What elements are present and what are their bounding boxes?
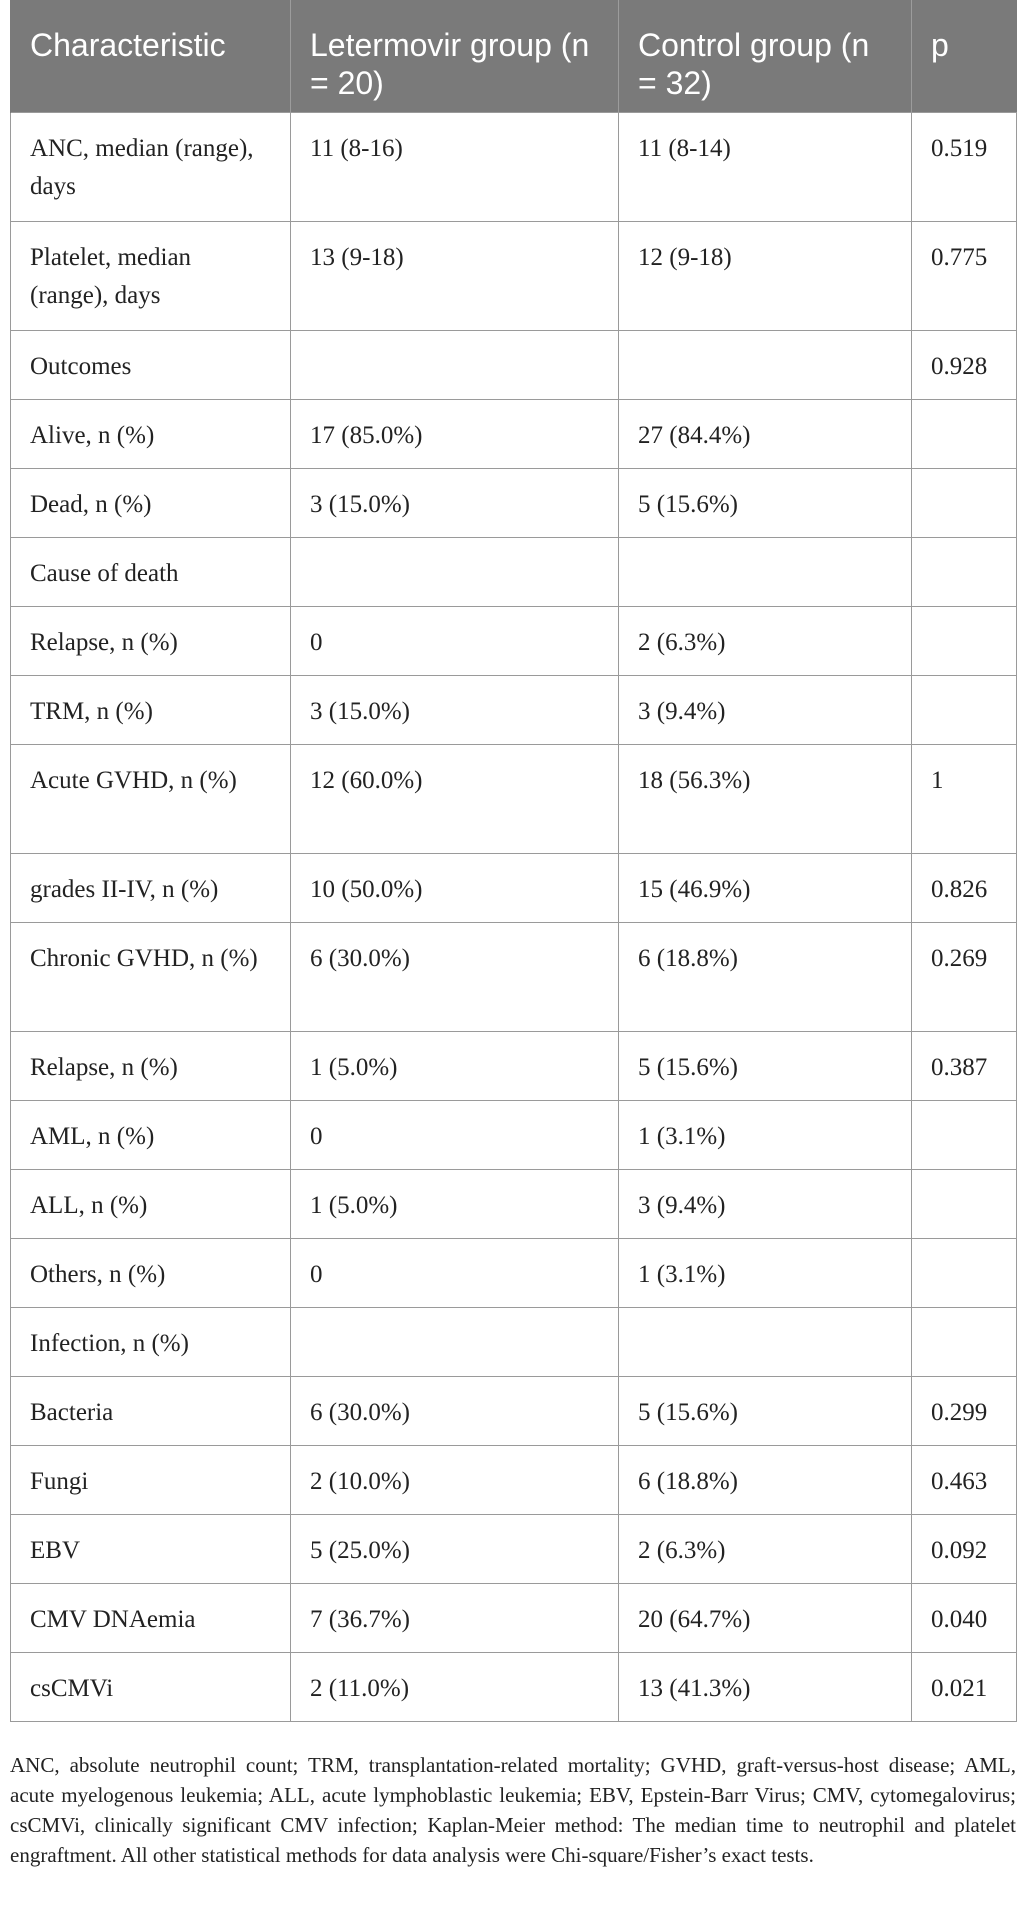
cell-p: 0.387 (912, 1032, 1017, 1101)
cell-control: 5 (15.6%) (619, 1032, 912, 1101)
cell-control: 6 (18.8%) (619, 923, 912, 1032)
table-row (11, 1446, 1017, 1515)
cell-control (619, 331, 912, 400)
cell-characteristic: Cause of death (11, 538, 291, 607)
cell-control: 20 (64.7%) (619, 1584, 912, 1653)
cell-letermovir: 6 (30.0%) (291, 1377, 619, 1446)
cell-p: 0.040 (912, 1584, 1017, 1653)
cell-letermovir: 2 (11.0%) (291, 1653, 619, 1722)
cell-control (619, 1308, 912, 1377)
cell-p: 0.519 (912, 113, 1017, 222)
table-row (11, 676, 1017, 745)
cell-letermovir: 1 (5.0%) (291, 1170, 619, 1239)
cell-p (912, 400, 1017, 469)
cell-characteristic: Others, n (%) (11, 1239, 291, 1308)
cell-letermovir: 17 (85.0%) (291, 400, 619, 469)
table-row (11, 1515, 1017, 1584)
cell-p (912, 469, 1017, 538)
table-row (11, 113, 1017, 222)
cell-letermovir: 0 (291, 1239, 619, 1308)
cell-characteristic: Platelet, median (range), days (11, 222, 291, 331)
cell-letermovir (291, 331, 619, 400)
cell-characteristic: Outcomes (11, 331, 291, 400)
cell-p: 1 (912, 745, 1017, 854)
cell-characteristic: TRM, n (%) (11, 676, 291, 745)
cell-characteristic: Infection, n (%) (11, 1308, 291, 1377)
cell-letermovir: 1 (5.0%) (291, 1032, 619, 1101)
table-row (11, 1584, 1017, 1653)
cell-letermovir: 0 (291, 607, 619, 676)
table-row (11, 1239, 1017, 1308)
cell-letermovir (291, 1308, 619, 1377)
cell-p (912, 1308, 1017, 1377)
cell-characteristic: csCMVi (11, 1653, 291, 1722)
cell-p (912, 676, 1017, 745)
cell-characteristic: EBV (11, 1515, 291, 1584)
header-p-value: p (912, 0, 1017, 113)
cell-letermovir: 7 (36.7%) (291, 1584, 619, 1653)
cell-control: 2 (6.3%) (619, 607, 912, 676)
header-control-group: Control group (n = 32) (619, 0, 912, 113)
cell-control: 2 (6.3%) (619, 1515, 912, 1584)
cell-control: 5 (15.6%) (619, 1377, 912, 1446)
cell-control: 13 (41.3%) (619, 1653, 912, 1722)
results-table (10, 0, 1017, 1722)
cell-letermovir: 3 (15.0%) (291, 469, 619, 538)
cell-characteristic: grades II-IV, n (%) (11, 854, 291, 923)
table-row (11, 607, 1017, 676)
cell-p (912, 1239, 1017, 1308)
cell-control: 3 (9.4%) (619, 676, 912, 745)
table-row (11, 1377, 1017, 1446)
cell-p: 0.826 (912, 854, 1017, 923)
cell-characteristic: Relapse, n (%) (11, 607, 291, 676)
cell-characteristic: Bacteria (11, 1377, 291, 1446)
table-body (11, 113, 1017, 1722)
cell-p: 0.775 (912, 222, 1017, 331)
cell-characteristic: Acute GVHD, n (%) (11, 745, 291, 854)
table-row (11, 400, 1017, 469)
cell-letermovir: 12 (60.0%) (291, 745, 619, 854)
cell-control: 3 (9.4%) (619, 1170, 912, 1239)
cell-letermovir: 2 (10.0%) (291, 1446, 619, 1515)
cell-characteristic: ANC, median (range), days (11, 113, 291, 222)
table-row (11, 222, 1017, 331)
cell-control: 27 (84.4%) (619, 400, 912, 469)
table-footnote: ANC, absolute neutrophil count; TRM, transplantation-related mortality; GVHD, graft-versus-host disease; AML, acute myelogenous leukemia; ALL, acute lymphoblastic leukemia; EBV, Epstein-Barr Virus; CMV, cytomegalovirus; csCMVi, clinically significant CMV infection; Kaplan-Meier method: The median time to neutrophil and platelet engraftment. All other statistical methods for data analysis were Chi-square/Fisher’s exact tests. (10, 1753, 1016, 1867)
table-row (11, 1653, 1017, 1722)
cell-p: 0.092 (912, 1515, 1017, 1584)
header-characteristic: Characteristic (11, 0, 291, 113)
cell-letermovir (291, 538, 619, 607)
header-letermovir-group: Letermovir group (n = 20) (291, 0, 619, 113)
table-header (11, 0, 1017, 113)
header-row (11, 0, 1017, 113)
table-row (11, 331, 1017, 400)
cell-characteristic: Fungi (11, 1446, 291, 1515)
cell-characteristic: Chronic GVHD, n (%) (11, 923, 291, 1032)
table-row (11, 1032, 1017, 1101)
cell-p: 0.021 (912, 1653, 1017, 1722)
cell-letermovir: 5 (25.0%) (291, 1515, 619, 1584)
cell-characteristic: Relapse, n (%) (11, 1032, 291, 1101)
cell-control: 18 (56.3%) (619, 745, 912, 854)
cell-characteristic: AML, n (%) (11, 1101, 291, 1170)
cell-p: 0.928 (912, 331, 1017, 400)
cell-p: 0.269 (912, 923, 1017, 1032)
cell-letermovir: 11 (8-16) (291, 113, 619, 222)
cell-p (912, 607, 1017, 676)
cell-characteristic: CMV DNAemia (11, 1584, 291, 1653)
cell-control: 11 (8-14) (619, 113, 912, 222)
cell-control: 6 (18.8%) (619, 1446, 912, 1515)
cell-characteristic: Dead, n (%) (11, 469, 291, 538)
cell-control: 1 (3.1%) (619, 1101, 912, 1170)
cell-letermovir: 6 (30.0%) (291, 923, 619, 1032)
table-row (11, 745, 1017, 854)
cell-p (912, 1170, 1017, 1239)
table-row (11, 469, 1017, 538)
cell-letermovir: 0 (291, 1101, 619, 1170)
cell-control: 5 (15.6%) (619, 469, 912, 538)
cell-control: 15 (46.9%) (619, 854, 912, 923)
cell-control: 1 (3.1%) (619, 1239, 912, 1308)
table-container (10, 0, 1016, 1722)
table-row (11, 923, 1017, 1032)
cell-characteristic: Alive, n (%) (11, 400, 291, 469)
table-row (11, 854, 1017, 923)
cell-characteristic: ALL, n (%) (11, 1170, 291, 1239)
cell-p: 0.299 (912, 1377, 1017, 1446)
cell-control (619, 538, 912, 607)
cell-control: 12 (9-18) (619, 222, 912, 331)
cell-letermovir: 10 (50.0%) (291, 854, 619, 923)
table-row (11, 1101, 1017, 1170)
cell-p (912, 538, 1017, 607)
cell-p: 0.463 (912, 1446, 1017, 1515)
cell-letermovir: 13 (9-18) (291, 222, 619, 331)
table-row (11, 538, 1017, 607)
cell-p (912, 1101, 1017, 1170)
table-row (11, 1308, 1017, 1377)
cell-letermovir: 3 (15.0%) (291, 676, 619, 745)
table-row (11, 1170, 1017, 1239)
